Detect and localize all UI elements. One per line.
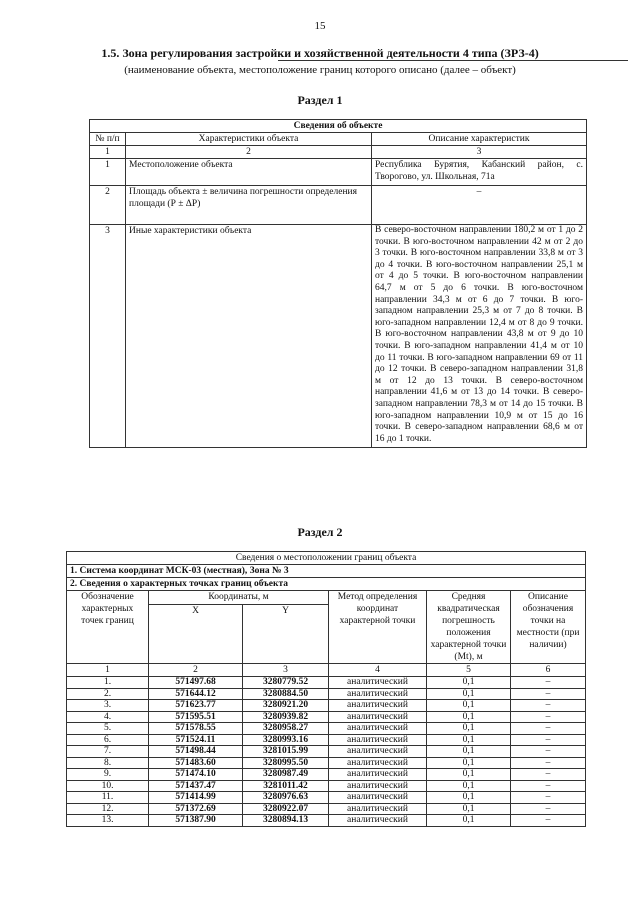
- table-row: [67, 734, 586, 746]
- point-x: 571524.11: [149, 734, 243, 746]
- characteristic-name: Площадь объекта ± величина погрешности определения площади (Р ± ΔР): [126, 186, 372, 225]
- point-x: 571498.44: [149, 746, 243, 758]
- point-id: 1.: [67, 677, 149, 689]
- header-error: Средняя квадратическая погрешность положения характерной точки (Мt), м: [427, 591, 511, 664]
- table-row: [67, 792, 586, 804]
- table-row: [67, 803, 586, 815]
- point-id: 4.: [67, 711, 149, 723]
- object-info-table: [89, 119, 587, 448]
- point-method: аналитический: [329, 792, 427, 804]
- point-y: 3280987.49: [243, 769, 329, 781]
- point-error: 0,1: [427, 688, 511, 700]
- point-description: –: [511, 746, 586, 758]
- table-row: [67, 688, 586, 700]
- boundary-points-table: [66, 551, 586, 827]
- point-id: 12.: [67, 803, 149, 815]
- section2-title: Раздел 2: [297, 525, 343, 539]
- characteristic-name: Иные характеристики объекта: [126, 225, 372, 448]
- table-row: [90, 159, 587, 186]
- point-id: 9.: [67, 769, 149, 781]
- point-description: –: [511, 769, 586, 781]
- column-number: 2: [126, 146, 372, 159]
- point-description: –: [511, 803, 586, 815]
- point-method: аналитический: [329, 746, 427, 758]
- point-x: 571595.51: [149, 711, 243, 723]
- point-method: аналитический: [329, 711, 427, 723]
- point-y: 3280884.50: [243, 688, 329, 700]
- point-id: 2.: [67, 688, 149, 700]
- point-error: 0,1: [427, 711, 511, 723]
- point-method: аналитический: [329, 769, 427, 781]
- header-cell: Характеристики объекта: [126, 133, 372, 146]
- point-error: 0,1: [427, 769, 511, 781]
- heading-underline: [278, 60, 628, 61]
- characteristic-value: –: [372, 186, 587, 225]
- header-cell: Описание характеристик: [372, 133, 587, 146]
- point-description: –: [511, 711, 586, 723]
- point-description: –: [511, 815, 586, 827]
- point-x: 571497.68: [149, 677, 243, 689]
- table-row: [67, 723, 586, 735]
- document-heading: 1.5. Зона регулирования застройки и хозяйственной деятельности 4 типа (ЗРЗ-4): [101, 46, 539, 60]
- point-method: аналитический: [329, 757, 427, 769]
- point-x: 571414.99: [149, 792, 243, 804]
- header-x: X: [149, 605, 243, 664]
- point-y: 3280958.27: [243, 723, 329, 735]
- column-number: 3: [243, 664, 329, 677]
- column-number: 1: [67, 664, 149, 677]
- point-id: 6.: [67, 734, 149, 746]
- point-id: 13.: [67, 815, 149, 827]
- point-method: аналитический: [329, 734, 427, 746]
- table-row: [67, 769, 586, 781]
- point-error: 0,1: [427, 757, 511, 769]
- point-x: 571387.90: [149, 815, 243, 827]
- point-y: 3280995.50: [243, 757, 329, 769]
- point-error: 0,1: [427, 700, 511, 712]
- table-row: [67, 780, 586, 792]
- table-row: [67, 711, 586, 723]
- point-description: –: [511, 700, 586, 712]
- table-row: [90, 225, 587, 448]
- point-method: аналитический: [329, 700, 427, 712]
- point-error: 0,1: [427, 792, 511, 804]
- point-description: –: [511, 688, 586, 700]
- point-description: –: [511, 757, 586, 769]
- document-subheading: (наименование объекта, местоположение границ которого описано (далее – объект): [124, 64, 516, 76]
- point-y: 3280993.16: [243, 734, 329, 746]
- point-id: 10.: [67, 780, 149, 792]
- header-y: Y: [243, 605, 329, 664]
- point-method: аналитический: [329, 688, 427, 700]
- point-method: аналитический: [329, 815, 427, 827]
- point-id: 8.: [67, 757, 149, 769]
- point-y: 3280976.63: [243, 792, 329, 804]
- point-description: –: [511, 780, 586, 792]
- point-x: 571578.55: [149, 723, 243, 735]
- point-error: 0,1: [427, 677, 511, 689]
- point-method: аналитический: [329, 723, 427, 735]
- point-error: 0,1: [427, 803, 511, 815]
- header-description: Описание обозначения точки на местности (при наличии): [511, 591, 586, 664]
- point-y: 3281015.99: [243, 746, 329, 758]
- point-y: 3280921.20: [243, 700, 329, 712]
- row-number: 1: [90, 159, 126, 186]
- coordinate-system: 1. Система координат МСК-03 (местная), Зона № 3: [67, 565, 586, 578]
- table-row: [67, 677, 586, 689]
- point-method: аналитический: [329, 803, 427, 815]
- row-number: 3: [90, 225, 126, 448]
- header-coordinates: Координаты, м: [149, 591, 329, 605]
- table-row: [67, 700, 586, 712]
- table-row: [67, 746, 586, 758]
- point-x: 571372.69: [149, 803, 243, 815]
- table-title: Сведения об объекте: [90, 120, 587, 133]
- point-description: –: [511, 723, 586, 735]
- column-number: 1: [90, 146, 126, 159]
- page-number: 15: [314, 20, 326, 32]
- point-error: 0,1: [427, 734, 511, 746]
- column-number: 4: [329, 664, 427, 677]
- point-x: 571474.10: [149, 769, 243, 781]
- point-x: 571644.12: [149, 688, 243, 700]
- point-id: 5.: [67, 723, 149, 735]
- point-y: 3280779.52: [243, 677, 329, 689]
- point-description: –: [511, 677, 586, 689]
- characteristic-name: Местоположение объекта: [126, 159, 372, 186]
- points-section-title: 2. Сведения о характерных точках границ объекта: [67, 578, 586, 591]
- characteristic-value: Республика Бурятия, Кабанский район, с. Творогово, ул. Школьная, 71а: [372, 159, 587, 186]
- header-cell: № п/п: [90, 133, 126, 146]
- point-y: 3280922.07: [243, 803, 329, 815]
- point-y: 3281011.42: [243, 780, 329, 792]
- table-row: [67, 815, 586, 827]
- point-x: 571437.47: [149, 780, 243, 792]
- column-number: 6: [511, 664, 586, 677]
- characteristic-value: В северо-восточном направлении 180,2 м от 1 до 2 точки. В юго-восточном направлении 42 м от 2 до 3 точки. В юго-восточном направлении 33,8 м от 3 до 4 точки. В юго-восточном направлении 25,1 м от 4 до 5 точки. В юго-восточном направлении 64,7 м от 5 до 6 точки. В юго-восточном направлении 34,3 м от 6 до 7 точки. В юго-западном направлении 25,3 м от 7 до 8 точки. В юго-западном направлении 12,4 м от 8 до 9 точки. В юго-восточном направлении 43,8 м от 9 до 10 точки. В юго-западном направлении 41,4 м от 10 до 11 точки. В юго-западном направлении 69 от 11 до 12 точки. В северо-западном направлении 31,8 м от 12 до 13 точки. В северо-восточном направлении 41,6 м от 13 до 14 точки. В северо-западном направлении 78,3 м от 14 до 15 точки. В юго-западном направлении 10,9 м от 15 до 16 точки. В северо-западном направлении 68,6 м от 16 до 1 точки.: [372, 225, 587, 448]
- table-title: Сведения о местоположении границ объекта: [67, 552, 586, 565]
- point-id: 11.: [67, 792, 149, 804]
- point-method: аналитический: [329, 677, 427, 689]
- point-id: 7.: [67, 746, 149, 758]
- column-number: 5: [427, 664, 511, 677]
- point-error: 0,1: [427, 815, 511, 827]
- point-x: 571483.60: [149, 757, 243, 769]
- column-number: 2: [149, 664, 243, 677]
- point-method: аналитический: [329, 780, 427, 792]
- point-y: 3280939.82: [243, 711, 329, 723]
- header-method: Метод определения координат характерной точки: [329, 591, 427, 664]
- point-error: 0,1: [427, 723, 511, 735]
- header-designation: Обозначение характерных точек границ: [67, 591, 149, 664]
- point-error: 0,1: [427, 746, 511, 758]
- section1-title: Раздел 1: [297, 93, 343, 107]
- table-row: [90, 186, 587, 225]
- point-y: 3280894.13: [243, 815, 329, 827]
- column-number: 3: [372, 146, 587, 159]
- table-row: [67, 757, 586, 769]
- point-error: 0,1: [427, 780, 511, 792]
- point-description: –: [511, 792, 586, 804]
- point-x: 571623.77: [149, 700, 243, 712]
- point-id: 3.: [67, 700, 149, 712]
- point-description: –: [511, 734, 586, 746]
- row-number: 2: [90, 186, 126, 225]
